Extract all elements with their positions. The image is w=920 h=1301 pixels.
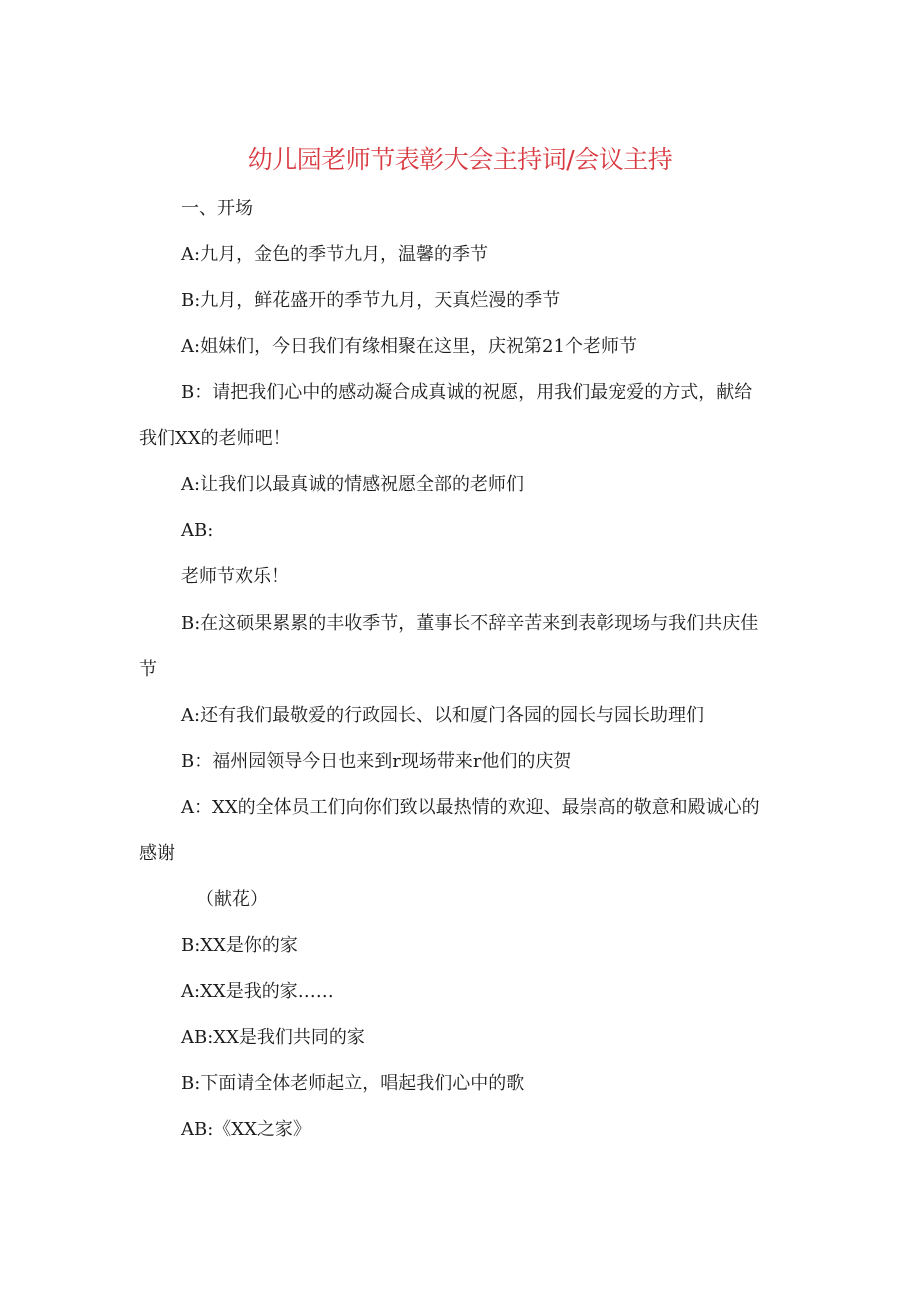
paragraph-continuation: 感谢 (139, 843, 175, 864)
paragraph-line: B：请把我们心中的感动凝合成真诚的祝愿，用我们最宠爱的方式，献给 (181, 382, 753, 403)
paragraph-line: B:在这硕果累累的丰收季节，董事长不辞辛苦来到表彰现场与我们共庆佳 (181, 613, 759, 634)
paragraph-continuation: 节 (139, 659, 157, 680)
paragraph-line: A:XX是我的家…… (181, 981, 334, 1002)
paragraph-line: B:XX是你的家 (181, 935, 298, 956)
paragraph-line: A:九月，金色的季节九月，温馨的季节 (181, 244, 489, 265)
paragraph-line: AB: (181, 520, 214, 541)
paragraph-line: A：XX的全体员工们向你们致以最热情的欢迎、最崇高的敬意和殿诚心的 (181, 797, 760, 818)
paragraph-line: A:姐妹们，今日我们有缘相聚在这里，庆祝第21个老师节 (181, 336, 637, 357)
paragraph-line: A:还有我们最敬爱的行政园长、以和厦门各园的园长与园长助理们 (181, 705, 705, 726)
paragraph-line: A:让我们以最真诚的情感祝愿全部的老师们 (181, 474, 525, 495)
paragraph-line: B:下面请全体老师起立，唱起我们心中的歌 (181, 1073, 525, 1094)
paragraph-line: B:九月，鲜花盛开的季节九月，天真烂漫的季节 (181, 290, 561, 311)
paragraph-line: 老师节欢乐！ (181, 566, 289, 587)
section-heading: 一、开场 (181, 198, 253, 219)
document-title: 幼儿园老师节表彰大会主持词/会议主持 (247, 145, 673, 174)
stage-direction: （献花） (196, 889, 268, 910)
paragraph-continuation: 我们XX的老师吧！ (139, 428, 291, 449)
paragraph-line: AB:《XX之家》 (181, 1119, 311, 1140)
paragraph-line: AB:XX是我们共同的家 (181, 1027, 365, 1048)
paragraph-line: B：福州园领导今日也来到r现场带来r他们的庆贺 (181, 751, 572, 772)
